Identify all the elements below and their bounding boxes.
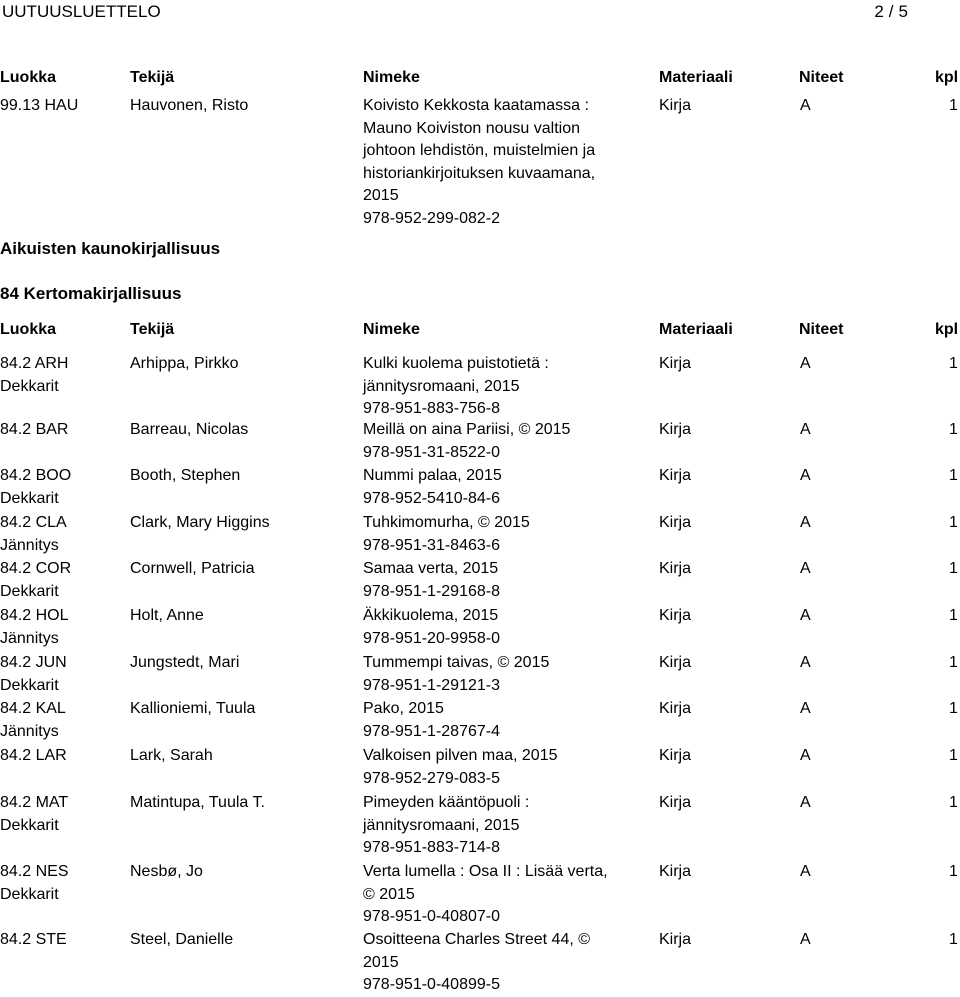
header-materiaali: Materiaali (659, 321, 733, 338)
cell-kpl: 1 (949, 607, 958, 624)
header-tekija: Tekijä (130, 69, 175, 86)
cell-niteet: A (800, 355, 811, 372)
cell-nimeke-line: Meillä on aina Pariisi, © 2015 (363, 421, 571, 438)
cell-nimeke-line: 978-952-279-083-5 (363, 769, 500, 787)
header-nimeke: Nimeke (363, 321, 420, 338)
cell-nimeke (363, 745, 558, 790)
cell-niteet: A (800, 421, 811, 438)
cell-luokka (0, 95, 78, 118)
cell-luokka (0, 605, 68, 650)
cell-nimeke (363, 465, 502, 510)
cell-nimeke-line: 978-951-1-29168-8 (363, 582, 500, 600)
cell-niteet: A (800, 654, 811, 671)
cell-nimeke-line: Nummi palaa, 2015 (363, 467, 502, 484)
cell-kpl: 1 (949, 931, 958, 948)
cell-nimeke (363, 652, 549, 697)
cell-nimeke-line: 978-951-0-40807-0 (363, 908, 500, 925)
header-niteet: Niteet (799, 321, 844, 338)
cell-nimeke (363, 929, 590, 997)
cell-luokka-line: Jännitys (0, 629, 59, 647)
cell-nimeke-line: 978-951-883-756-8 (363, 400, 500, 417)
cell-luokka-line: Dekkarit (0, 676, 59, 694)
cell-luokka-line: 84.2 JUN (0, 654, 67, 671)
cell-nimeke-line: Tuhkimomurha, © 2015 (363, 514, 530, 531)
cell-nimeke-line: 2015 (363, 187, 399, 204)
cell-niteet: A (800, 863, 811, 880)
cell-materiaali: Kirja (659, 560, 692, 577)
cell-niteet: A (800, 931, 811, 948)
page-total: 5 (898, 2, 908, 21)
cell-nimeke (363, 698, 500, 743)
cell-materiaali: Kirja (659, 863, 692, 880)
cell-nimeke-line: Pako, 2015 (363, 700, 444, 717)
cell-luokka (0, 419, 68, 442)
cell-luokka (0, 558, 71, 603)
cell-nimeke-line: Samaa verta, 2015 (363, 560, 499, 577)
cell-luokka-line: 84.2 HOL (0, 607, 69, 624)
cell-nimeke-line: jännitysromaani, 2015 (363, 816, 520, 834)
cell-luokka-line: Dekkarit (0, 377, 59, 395)
cell-kpl: 1 (949, 700, 958, 717)
cell-nimeke (363, 95, 595, 230)
cell-materiaali: Kirja (659, 97, 692, 114)
cell-luokka-line: Jännitys (0, 536, 59, 554)
cell-kpl: 1 (949, 560, 958, 577)
cell-nimeke-line: Pimeyden kääntöpuoli : (363, 794, 530, 811)
cell-luokka-line: Dekkarit (0, 816, 59, 834)
cell-nimeke-line: Valkoisen pilven maa, 2015 (363, 747, 558, 764)
cell-nimeke-line: johtoon lehdistön, muistelmien ja (363, 142, 596, 159)
cell-nimeke-line: Äkkikuolema, 2015 (363, 607, 499, 624)
cell-kpl: 1 (949, 863, 958, 880)
cell-nimeke-line: Kulki kuolema puistotietä : (363, 355, 549, 372)
cell-nimeke-line: 978-951-0-40899-5 (363, 976, 500, 993)
header-luokka: Luokka (0, 69, 57, 86)
cell-nimeke (363, 861, 608, 929)
cell-nimeke-line: 978-952-5410-84-6 (363, 489, 500, 507)
cell-nimeke (363, 605, 500, 650)
cell-niteet: A (800, 560, 811, 577)
cell-luokka-line: 84.2 COR (0, 560, 72, 577)
cell-luokka-line: 84.2 KAL (0, 700, 66, 717)
cell-nimeke-line: Verta lumella : Osa II : Lisää verta, (363, 863, 608, 880)
cell-luokka-line: Dekkarit (0, 582, 59, 600)
cell-materiaali: Kirja (659, 747, 692, 764)
cell-tekija: Kallioniemi, Tuula (130, 700, 256, 717)
cell-luokka-line: Jännitys (0, 722, 59, 740)
cell-materiaali: Kirja (659, 794, 692, 811)
cell-luokka-line: 84.2 LAR (0, 747, 67, 764)
cell-nimeke (363, 792, 529, 860)
cell-niteet: A (800, 747, 811, 764)
cell-kpl: 1 (949, 514, 958, 531)
cell-nimeke-line: 978-951-1-29121-3 (363, 676, 500, 694)
cell-nimeke-line: 978-951-1-28767-4 (363, 722, 500, 740)
cell-tekija: Jungstedt, Mari (130, 654, 240, 671)
cell-luokka (0, 861, 68, 906)
cell-kpl: 1 (949, 97, 958, 114)
cell-luokka-line: Dekkarit (0, 489, 59, 507)
cell-nimeke-line: 978-951-31-8463-6 (363, 536, 500, 554)
cell-nimeke-line: jännitysromaani, 2015 (363, 377, 520, 395)
header-luokka: Luokka (0, 321, 57, 338)
cell-nimeke (363, 419, 570, 464)
cell-nimeke-line: 978-951-31-8522-0 (363, 443, 500, 461)
page-number: 2 / 5 (874, 2, 908, 21)
header-kpl: kpl (935, 321, 959, 338)
cell-materiaali: Kirja (659, 607, 692, 624)
cell-tekija: Arhippa, Pirkko (130, 355, 239, 372)
cell-nimeke-line: 978-951-20-9958-0 (363, 629, 500, 647)
header-tekija: Tekijä (130, 321, 175, 338)
page-title: UUTUUSLUETTELO (2, 2, 161, 21)
cell-nimeke-line: 978-951-883-714-8 (363, 839, 500, 856)
cell-niteet: A (800, 700, 811, 717)
cell-luokka-line: 84.2 BAR (0, 421, 69, 438)
cell-tekija: Hauvonen, Risto (130, 97, 249, 114)
cell-tekija: Clark, Mary Higgins (130, 514, 270, 531)
page-current: 2 (874, 2, 884, 21)
section-heading: Aikuisten kaunokirjallisuus (0, 239, 221, 258)
cell-niteet: A (800, 794, 811, 811)
cell-nimeke-line: Tummempi taivas, © 2015 (363, 654, 550, 671)
cell-tekija: Steel, Danielle (130, 931, 234, 948)
cell-luokka-line: 84.2 BOO (0, 467, 72, 484)
cell-nimeke-line: Osoitteena Charles Street 44, © (363, 931, 591, 948)
cell-luokka (0, 652, 67, 697)
cell-luokka (0, 698, 66, 743)
cell-tekija: Booth, Stephen (130, 467, 241, 484)
cell-kpl: 1 (949, 747, 958, 764)
cell-nimeke (363, 558, 500, 603)
cell-niteet: A (800, 607, 811, 624)
cell-luokka (0, 353, 68, 398)
cell-tekija: Cornwell, Patricia (130, 560, 255, 577)
cell-nimeke-line: historiankirjoituksen kuvaamana, (363, 164, 596, 182)
cell-nimeke-line: © 2015 (363, 885, 415, 903)
cell-materiaali: Kirja (659, 700, 692, 717)
cell-luokka (0, 929, 67, 952)
cell-materiaali: Kirja (659, 355, 692, 372)
header-kpl: kpl (935, 69, 959, 86)
cell-nimeke-line: Koivisto Kekkosta kaatamassa : (363, 97, 589, 114)
cell-luokka-line: 84.2 MAT (0, 794, 69, 811)
cell-luokka-line: 84.2 ARH (0, 355, 69, 372)
cell-niteet: A (800, 97, 811, 114)
cell-tekija: Matintupa, Tuula T. (130, 794, 265, 811)
cell-nimeke-line: Mauno Koiviston nousu valtion (363, 119, 581, 137)
header-niteet: Niteet (799, 69, 844, 86)
cell-niteet: A (800, 514, 811, 531)
cell-materiaali: Kirja (659, 467, 692, 484)
header-nimeke: Nimeke (363, 69, 420, 86)
cell-tekija: Lark, Sarah (130, 747, 213, 764)
cell-luokka-line: 84.2 NES (0, 863, 69, 880)
cell-luokka-line: 84.2 STE (0, 931, 67, 948)
cell-luokka-line: Dekkarit (0, 885, 59, 903)
cell-materiaali: Kirja (659, 421, 692, 438)
cell-nimeke-line: 2015 (363, 953, 399, 971)
cell-kpl: 1 (949, 467, 958, 484)
cell-materiaali: Kirja (659, 514, 692, 531)
cell-kpl: 1 (949, 654, 958, 671)
cell-tekija: Nesbø, Jo (130, 863, 203, 880)
cell-tekija: Holt, Anne (130, 607, 204, 624)
cell-nimeke (363, 512, 530, 557)
cell-niteet: A (800, 467, 811, 484)
cell-luokka (0, 792, 68, 837)
subsection-heading: 84 Kertomakirjallisuus (0, 284, 182, 303)
cell-materiaali: Kirja (659, 931, 692, 948)
cell-kpl: 1 (949, 794, 958, 811)
cell-nimeke (363, 353, 549, 421)
header-materiaali: Materiaali (659, 69, 733, 86)
cell-materiaali: Kirja (659, 654, 692, 671)
cell-luokka (0, 745, 67, 768)
cell-luokka (0, 512, 67, 557)
cell-luokka-line: 99.13 HAU (0, 97, 79, 114)
cell-tekija: Barreau, Nicolas (130, 421, 249, 438)
cell-luokka (0, 465, 71, 510)
cell-kpl: 1 (949, 355, 958, 372)
cell-luokka-line: 84.2 CLA (0, 514, 67, 531)
cell-nimeke-line: 978-952-299-082-2 (363, 209, 500, 227)
cell-kpl: 1 (949, 421, 958, 438)
